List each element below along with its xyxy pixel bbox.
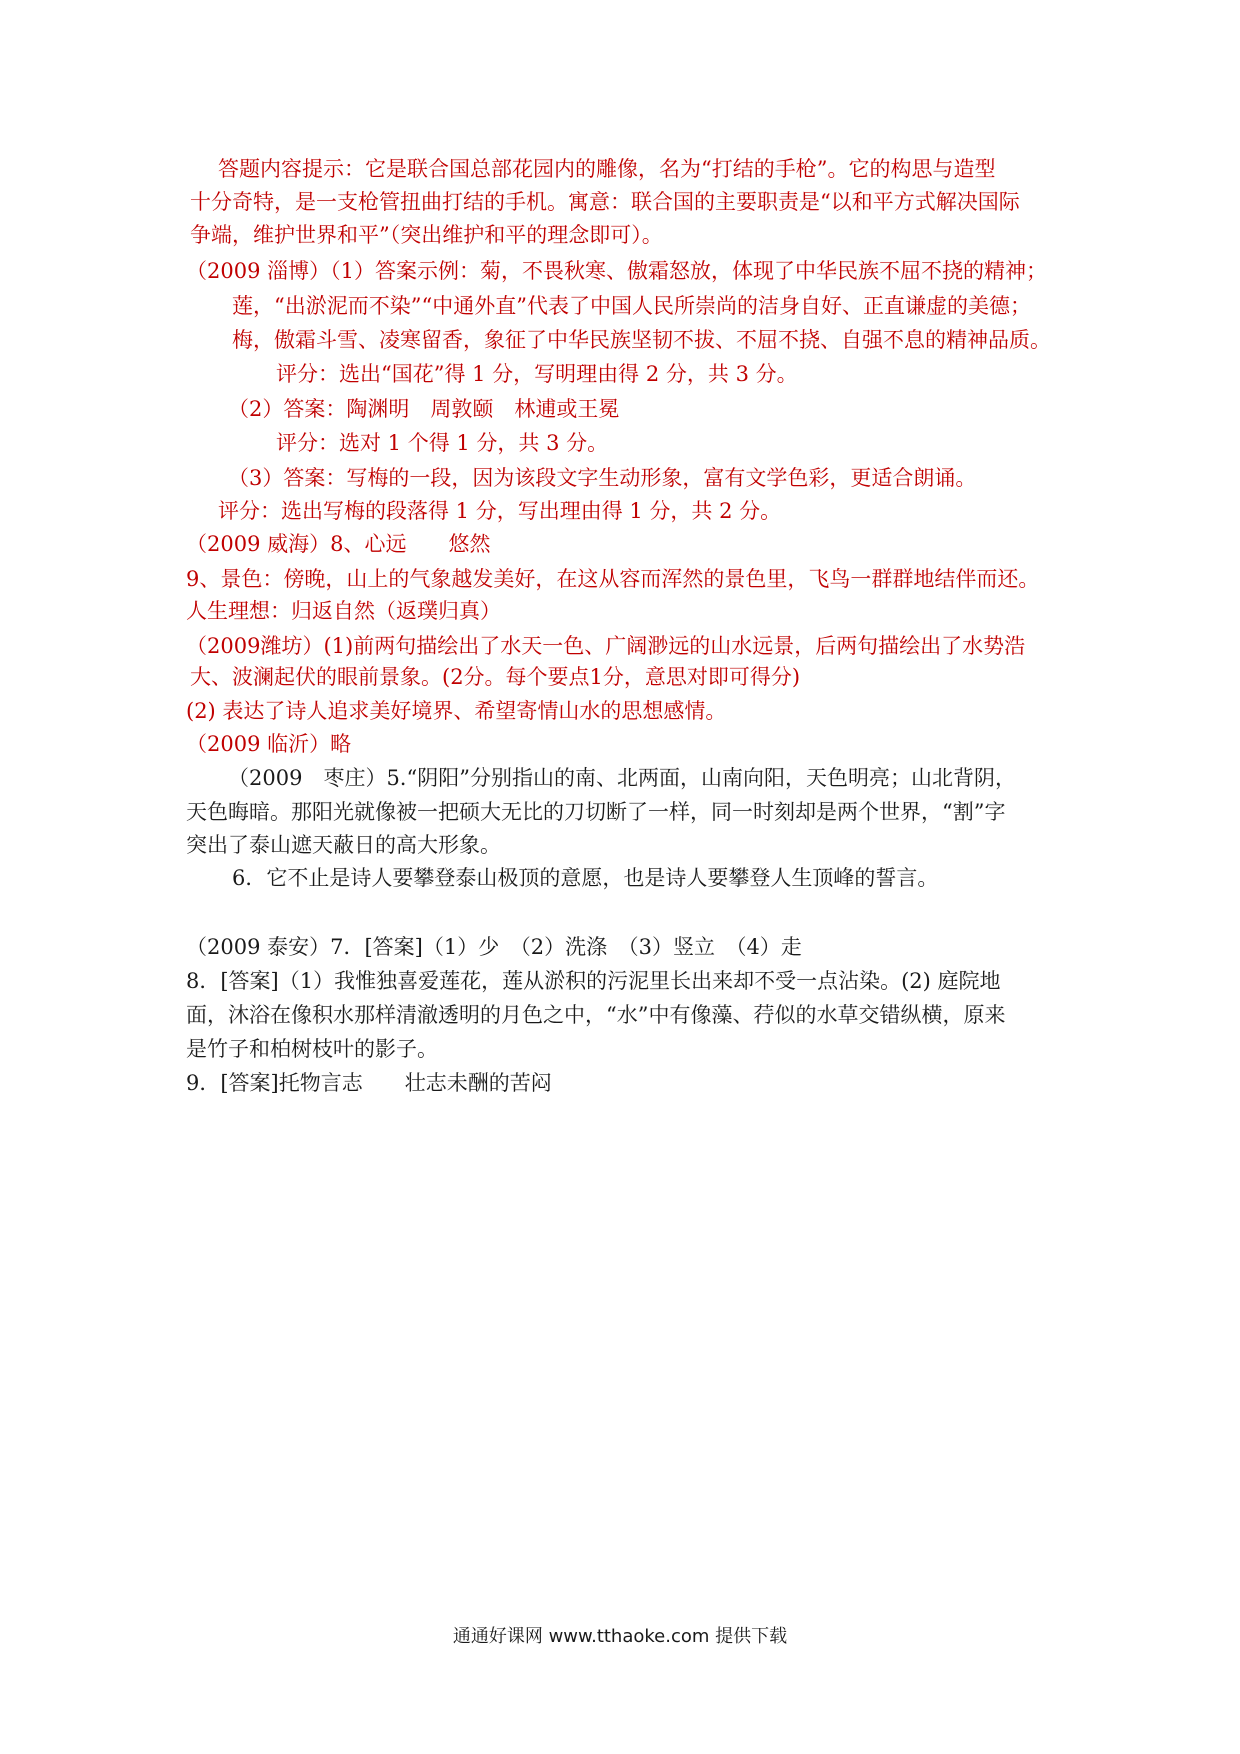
text-line: 8．[答案]（1）我惟独喜爱莲花，莲从淤积的污泥里长出来却不受一点沾染。(2) 庭院地 (186, 969, 1001, 993)
text-line: （3）答案：写梅的一段，因为该段文字生动形象，富有文学色彩，更适合朗诵。 (228, 466, 977, 490)
text-line: （2009 泰安）7．[答案]（1）少 （2）洗涤 （3）竖立 （4）走 (186, 935, 802, 959)
text-line: 评分：选对 1 个得 1 分，共 3 分。 (276, 431, 609, 455)
text-line: 突出了泰山遮天蔽日的高大形象。 (186, 833, 501, 857)
text-line: 十分奇特，是一支枪管扭曲打结的手机。寓意：联合国的主要职责是“以和平方式解决国际 (190, 190, 1020, 214)
text-line: 争端，维护世界和平”（突出维护和平的理念即可）。 (190, 223, 663, 247)
text-line: 评分：选出写梅的段落得 1 分，写出理由得 1 分，共 2 分。 (218, 499, 782, 523)
text-line: (2) 表达了诗人追求美好境界、希望寄情山水的思想感情。 (186, 699, 727, 723)
text-line: （2）答案：陶渊明 周敦颐 林逋或王冕 (228, 397, 620, 421)
text-line: 9、景色：傍晚，山上的气象越发美好，在这从容而浑然的景色里，飞鸟一群群地结伴而还。 (186, 567, 1040, 591)
text-line: 9．[答案]托物言志 壮志未酬的苦闷 (186, 1071, 552, 1095)
text-line: 答题内容提示：它是联合国总部花园内的雕像，名为“打结的手枪”。它的构思与造型 (218, 157, 996, 181)
text-line: （2009 淄博）（1）答案示例：菊，不畏秋寒、傲霜怒放，体现了中华民族不屈不挠的精神； (186, 259, 1047, 283)
text-line: （2009 枣庄）5.“阴阳”分别指山的南、北两面，山南向阳，天色明亮；山北背阴， (228, 766, 1016, 790)
text-line: 评分：选出“国花”得 1 分，写明理由得 2 分，共 3 分。 (276, 362, 798, 386)
text-line: 面，沐浴在像积水那样清澈透明的月色之中，“水”中有像藻、荇似的水草交错纵横，原来 (186, 1003, 1006, 1027)
text-line: 是竹子和柏树枝叶的影子。 (186, 1037, 438, 1061)
text-line: 莲，“出淤泥而不染”“中通外直”代表了中国人民所崇尚的洁身自好、正直谦虚的美德； (232, 294, 1031, 318)
text-line: 天色晦暗。那阳光就像被一把硕大无比的刀切断了一样，同一时刻却是两个世界，“割”字 (186, 800, 1006, 824)
text-line: 梅，傲霜斗雪、凌寒留香，象征了中华民族坚韧不拔、不屈不挠、自强不息的精神品质。 (232, 328, 1051, 352)
text-line: （2009 临沂）略 (186, 732, 352, 756)
text-line: （2009潍坊）(1)前两句描绘出了水天一色、广阔渺远的山水远景，后两句描绘出了水势浩 (186, 634, 1026, 658)
text-line: 人生理想：归返自然（返璞归真） (186, 599, 501, 623)
page-footer: 通通好课网 www.tthaoke.com 提供下载 (452, 1626, 788, 1647)
text-line: 6．它不止是诗人要攀登泰山极顶的意愿，也是诗人要攀登人生顶峰的誓言。 (232, 866, 939, 890)
text-line: 大、波澜起伏的眼前景象。(2分。每个要点1分，意思对即可得分) (190, 665, 801, 689)
text-line: （2009 威海）8、心远 悠然 (186, 532, 491, 556)
